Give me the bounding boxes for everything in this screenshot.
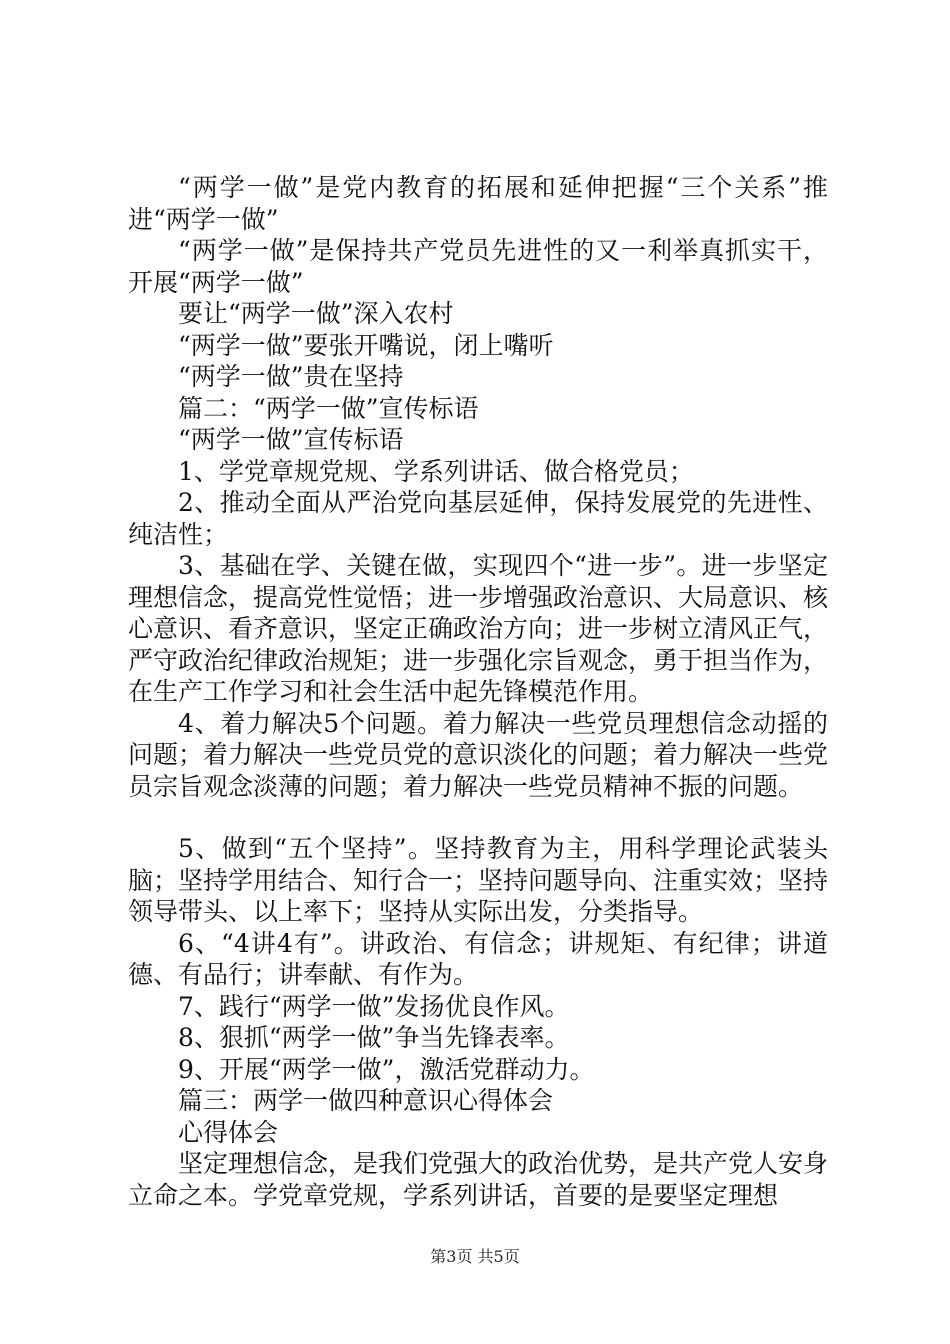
slogan-item-7: 7、践行“两学一做”发扬优良作风。 [178,991,570,1021]
paragraph-5: “两学一做”贵在坚持 [178,362,404,391]
slogan-item-4: 4、着力解决5个问题。着力解决一些党员理想信念动摇的问题；着力解决一些党员党的意识淡化的问题；着力解决一些党员宗旨观念淡薄的问题；着力解决一些党员精神不振的问题。 [128,708,829,801]
slogan-item-8: 8、狠抓“两学一做”争当先锋表率。 [178,1023,570,1052]
slogan-item-1: 1、学党章规党规、学系列讲话、做合格党员； [178,456,694,486]
paragraph-4: “两学一做”要张开嘴说，闭上嘴听 [178,330,554,360]
slogan-item-9: 9、开展“两学一做”，激活党群动力。 [178,1054,595,1084]
slogan-item-6: 6、“4讲4有”。讲政治、有信念；讲规矩、有纪律；讲道德、有品行；讲奉献、有作为。 [128,928,828,989]
blank-line [128,802,828,833]
reflection-paragraph: 坚定理想信念，是我们党强大的政治优势，是共产党人安身立命之本。学党章党规，学系列讲话，首要的是要坚定理想 [128,1149,829,1210]
paragraph-3: 要让“两学一做”深入农村 [178,299,454,328]
paragraph-1: “两学一做”是党内教育的拓展和延伸把握“三个关系”推进“两学一做” [128,173,828,234]
slogan-item-2: 2、推动全面从严治党向基层延伸，保持发展党的先进性、纯洁性； [128,488,828,549]
document-body [128,172,828,1211]
section-heading-2: 篇二：“两学一做”宣传标语 [178,393,479,423]
slogan-item-3: 3、基础在学、关键在做，实现四个“进一步”。进一步坚定理想信念，提高党性觉悟；进一步增强政治意识、大局意识、核心意识、看齐意识，坚定正确政治方向；进一步树立清风正气，严守政治纪律政治规矩；进一步强化宗旨观念，勇于担当作为，在生产工作学习和社会生活中起先锋模范作用。 [128,551,829,706]
page-number-footer: 第3页 共5页 [430,1247,520,1266]
subheading-slogans: “两学一做”宣传标语 [178,425,404,454]
slogan-item-5: 5、做到“五个坚持”。坚持教育为主，用科学理论武装头脑；坚持学用结合、知行合一；坚持问题导向、注重实效；坚持领导带头、以上率下；坚持从实际出发，分类指导。 [128,834,829,926]
paragraph-2: “两学一做”是保持共产党员先进性的又一利举真抓实干，开展“两学一做” [128,236,828,297]
subheading-reflection: 心得体会 [178,1117,279,1147]
section-heading-3: 篇三：两学一做四种意识心得体会 [178,1086,554,1115]
